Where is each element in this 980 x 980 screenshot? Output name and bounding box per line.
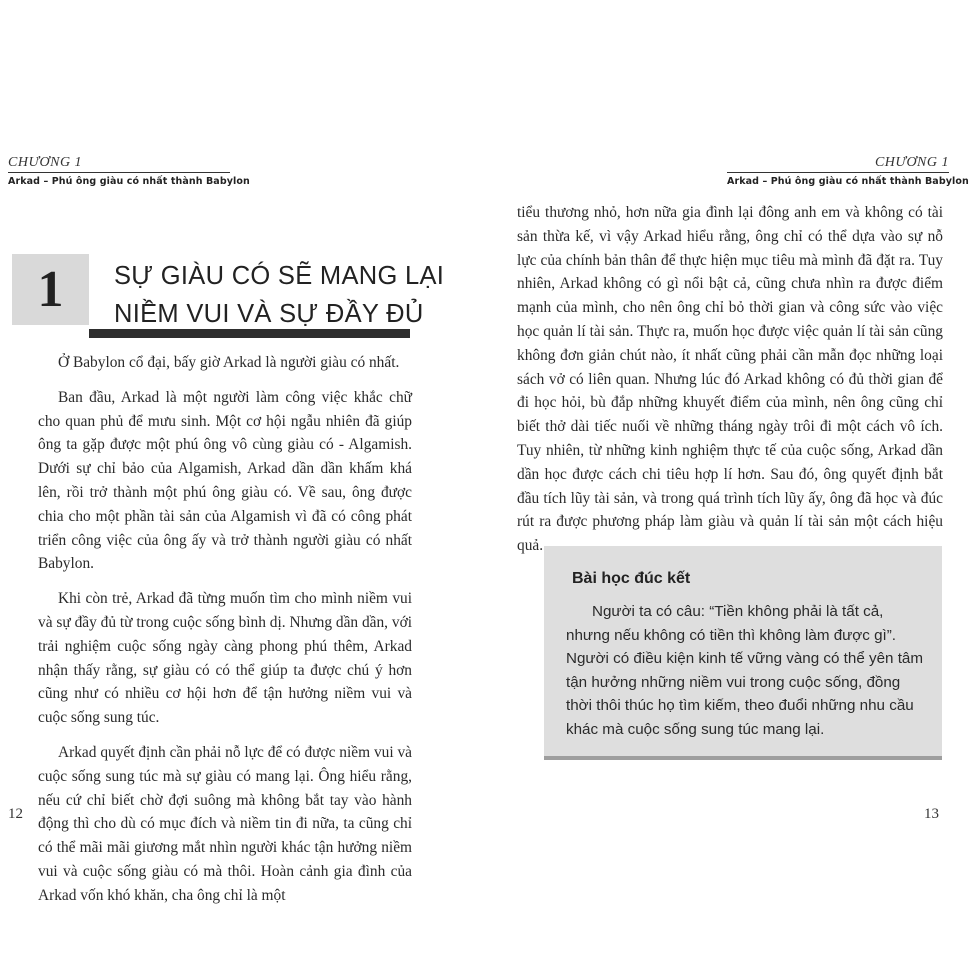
paragraph: Ở Babylon cổ đại, bấy giờ Arkad là người giàu có nhất. — [58, 354, 400, 371]
right-page — [490, 0, 980, 980]
running-head-left — [8, 155, 250, 187]
left-body-text — [38, 351, 412, 919]
paragraph: tiểu thương nhỏ, hơn nữa gia đình lại đông anh em và không có tài sản thừa kế, vì vậy Arkad hiểu rằng, ông chỉ có thể dựa vào sự nỗ lực của chính bản thân để thực hiện mục tiêu mà mình đã đặt ra. Tuy nhiên, Arkad không có gì nổi bật cả, cũng chưa nhìn ra được điểm mạnh của mình, cho nên ông chỉ bỏ thời gian và công sức vào việc học quản lí tài sản. Thực ra, muốn học được việc quản lí tài sản cũng không đơn giản chút nào, ít nhất cũng phải cần mẫn đọc những loại sách vở có liên quan. Nhưng lúc đó Arkad không có đủ thời gian để đi học hỏi, bù đắp những khuyết điểm của mình, nên ông cũng chỉ biết thở dài tiếc nuối về những tháng ngày trôi đi một cách vô ích. Tuy nhiên, từ những kinh nghiệm thực tế của cuộc sống, Arkad dần dần học được cách chi tiêu hợp lí hơn. Sau đó, ông quyết định bắt đầu tích lũy tài sản, và trong quá trình tích lũy ấy, ông đã học và đúc rút ra được phương pháp làm giàu và quản lí tài sản một cách hiệu quả. — [517, 204, 943, 555]
page-number-right: 13 — [924, 806, 939, 822]
running-head-subtitle: Arkad – Phú ông giàu có nhất thành Babylon — [8, 176, 250, 187]
heading-underline-bar — [89, 329, 410, 338]
right-body-text — [517, 201, 943, 569]
running-head-subtitle: Arkad – Phú ông giàu có nhất thành Babylon — [727, 176, 969, 187]
running-head-chapter: CHƯƠNG 1 — [727, 155, 949, 173]
paragraph: Ban đầu, Arkad là một người làm công việc khắc chữ cho quan phủ để mưu sinh. Một cơ hội ngẫu nhiên đã giúp ông ta gặp được một phú ông vô cùng giàu có - Algamish. Dưới sự chỉ bảo của Algamish, Arkad dần dần khấm khá lên, rồi trở thành một phú ông giàu có. Về sau, ông được chia cho một phần tài sản của Algamish vì đã có công phát triển công việc của ông ấy và trở thành người giàu có nhất Babylon. — [38, 388, 412, 573]
chapter-number-box: 1 — [12, 254, 89, 325]
paragraph: Khi còn trẻ, Arkad đã từng muốn tìm cho mình niềm vui và sự đầy đủ từ trong cuộc sống bình dị. Nhưng dần dần, với trải nghiệm cuộc sống ngày càng phong phú thêm, Arkad nhận thấy rằng, sự giàu có có thể giúp ta được chú ý hơn cũng như có nhiều cơ hội hơn để tận hưởng niềm vui và cuộc sống sung túc. — [38, 590, 412, 727]
running-head-right — [727, 155, 969, 187]
lesson-text-content: Người ta có câu: “Tiền không phải là tất cả, nhưng nếu không có tiền thì không làm được gì”. Người có điều kiện kinh tế vững vàng có thể yên tâm tận hưởng những niềm vui trong cuộc sống, đồng thời thôi thúc họ tìm kiếm, theo đuổi những nhu cầu khác mà cuộc sống sung túc mang lại. — [566, 603, 924, 738]
paragraph: Arkad quyết định cần phải nỗ lực để có được niềm vui và cuộc sống sung túc mà sự giàu có mang lại. Ông hiểu rằng, nếu cứ chỉ biết chờ đợi suông mà không bắt tay vào hành động thì cho dù có mục đích và niềm tin đi nữa, ta cũng chỉ có thể mãi mãi giương mắt nhìn người khác tận hưởng niềm vui và cuộc sống giàu có mà thôi. Hoàn cảnh gia đình của Arkad vốn khó khăn, cha ông chỉ là một — [38, 743, 412, 904]
heading-line-2: NIỀM VUI VÀ SỰ ĐẦY ĐỦ — [114, 300, 424, 328]
running-head-chapter: CHƯƠNG 1 — [8, 155, 230, 173]
lesson-box-shadow-bar — [544, 756, 942, 760]
page-number-left: 12 — [8, 806, 23, 822]
section-heading — [89, 254, 445, 334]
lesson-callout-box — [544, 546, 942, 756]
section-heading-text — [114, 257, 444, 333]
heading-line-1: SỰ GIÀU CÓ SẼ MANG LẠI — [114, 262, 445, 290]
lesson-title: Bài học đúc kết — [572, 570, 691, 587]
lesson-text — [566, 600, 928, 741]
